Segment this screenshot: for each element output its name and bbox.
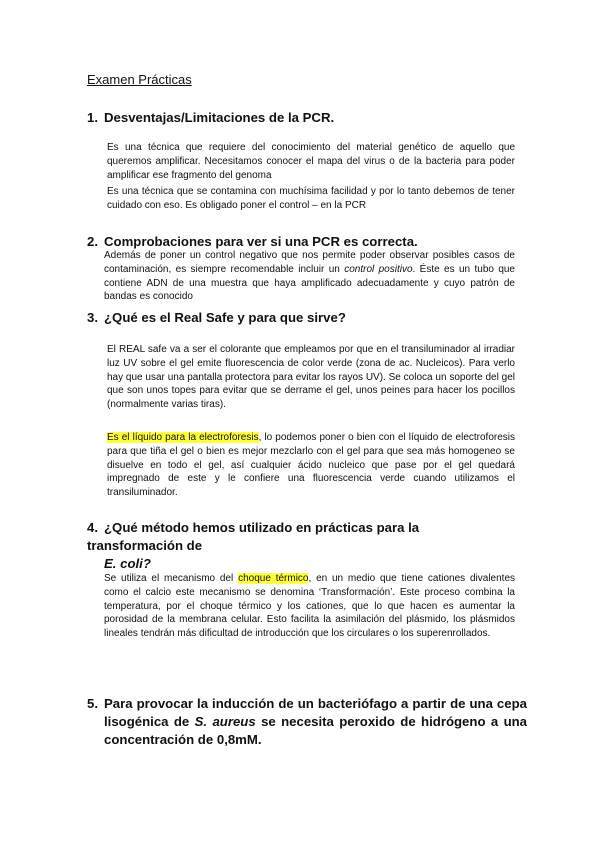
question-5-text-b: se necesita peroxido de hidrógeno a una concentración de 0,8mM. xyxy=(104,714,528,747)
highlighted-text: choque térmico xyxy=(238,573,309,584)
question-3-number: 3. xyxy=(87,310,98,325)
answer-1-paragraph-2: Es una técnica que se contamina con muchísima facilidad y por lo tanto debemos de tener cuidado con eso. Es obligado poner el control – en la PCR xyxy=(107,186,515,211)
question-3-heading xyxy=(87,309,346,327)
highlighted-text: Es el líquido para la electroforesis xyxy=(107,432,259,443)
question-4-organism: E. coli? xyxy=(104,556,151,571)
answer-4-paragraph xyxy=(104,572,515,641)
question-5-heading xyxy=(87,695,527,749)
document-title: Examen Prácticas xyxy=(87,72,192,87)
question-4-text: ¿Qué método hemos utilizado en prácticas para la transformación de xyxy=(87,520,420,553)
question-5-number: 5. xyxy=(87,696,98,711)
question-1-number: 1. xyxy=(87,110,98,125)
question-2-text: Comprobaciones para ver si una PCR es correcta. xyxy=(104,234,418,249)
answer-2-emphasis: control positivo xyxy=(344,263,413,275)
question-5-organism: S. aureus xyxy=(194,714,256,729)
answer-3-paragraph-1: El REAL safe va a ser el colorante que empleamos por que en el transiluminador al irradiar luz UV sobre el gel emite fluorescencia de color verde (zona de ac. Nucleicos). Para verlo hay que usar una pantalla protectora para evitar los rayos UV). Se coloca un soporte del gel que son unos topes para evitar que se derrame el gel, unos peines para hacer los pocillos (normalmente varias tiras). xyxy=(107,344,515,411)
question-1-heading xyxy=(87,109,334,127)
answer-3-paragraph-2-text: , lo podemos poner o bien con el líquido de electroforesis para que tiña el gel o bien es mejor mezclarlo con el gel para que sea más homogeneo se disuelve en todo el gel, así cualquier ácido nucleico que pase por el gel quedará impregnado de este y le confiere una fluorescencia verde cuando utilizamos el transiluminador. xyxy=(107,432,516,499)
answer-2-text-a: Además de poner un control negativo que nos permite poder observar posibles casos de contaminación, es siempre recomendable incluir un xyxy=(104,250,515,275)
question-3-text: ¿Qué es el Real Safe y para que sirve? xyxy=(104,310,346,325)
question-5-text-a: Para provocar la inducción de un bacteriófago a partir de una cepa lisogénica de xyxy=(104,696,527,729)
answer-3-paragraph-2 xyxy=(107,431,515,500)
answer-2-text-b: . Éste es un tubo que contiene ADN de una muestra que haya amplificado adecuadamente y cuyo patrón de bandas es conocido xyxy=(104,263,515,303)
question-1-text: Desventajas/Limitaciones de la PCR. xyxy=(104,110,335,125)
answer-1-paragraph-1: Es una técnica que requiere del conocimiento del material genético de aquello que queremos amplificar. Necesitamos conocer el mapa del virus o de la bacteria para poder amplificar ese fragmento del genoma xyxy=(107,142,515,181)
answer-4-text-a: Se utiliza el mecanismo del xyxy=(104,573,239,584)
question-4-number: 4. xyxy=(87,520,98,535)
question-2-number: 2. xyxy=(87,234,98,249)
question-4-heading xyxy=(87,519,517,573)
answer-4-text-b: , en un medio que tiene cationes divalentes como el calcio este mecanismo se denomina ‘Transformación’. Este proceso combina la temperatura, por el choque térmico y los cationes, que lo que hacen es aumentar la porosidad de la membrana celular. Esto facilita la asimilación del plásmido, los plásmidos lineales tendrán más dificultad de introducción que los circulares o los superenrollados. xyxy=(104,573,516,640)
answer-2-paragraph xyxy=(104,249,515,304)
